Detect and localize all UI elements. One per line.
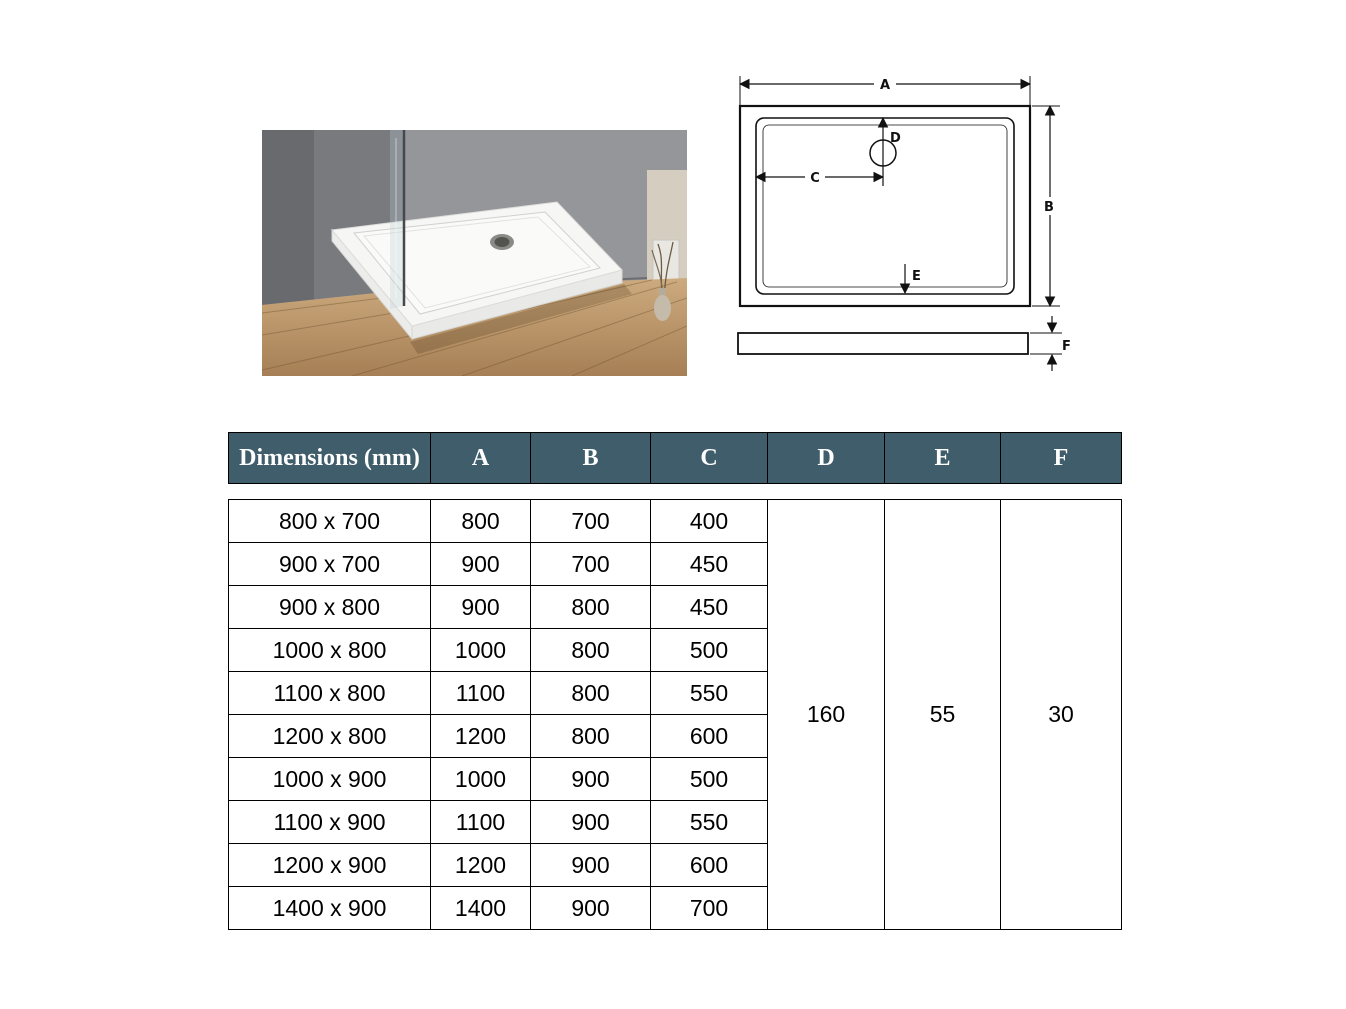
b-cell: 800 xyxy=(531,629,651,672)
dim-cell: 1000 x 900 xyxy=(229,758,431,801)
a-cell: 900 xyxy=(431,586,531,629)
dim-cell: 1200 x 800 xyxy=(229,715,431,758)
a-cell: 1100 xyxy=(431,672,531,715)
dimension-diagram xyxy=(728,64,1084,382)
c-cell: 550 xyxy=(651,672,768,715)
b-cell: 700 xyxy=(531,500,651,543)
dim-label-d: D xyxy=(890,131,901,146)
c-cell: 400 xyxy=(651,500,768,543)
c-cell: 550 xyxy=(651,801,768,844)
left-wall-shade xyxy=(262,130,314,305)
a-cell: 1000 xyxy=(431,758,531,801)
col-header-d: D xyxy=(768,433,885,484)
photo-scene xyxy=(262,130,687,376)
spec-table-body xyxy=(228,499,1122,930)
c-cell: 600 xyxy=(651,715,768,758)
b-cell: 900 xyxy=(531,844,651,887)
d-shared-cell: 160 xyxy=(768,500,885,930)
a-cell: 1200 xyxy=(431,844,531,887)
b-cell: 800 xyxy=(531,715,651,758)
col-header-c: C xyxy=(651,433,768,484)
a-cell: 1200 xyxy=(431,715,531,758)
c-cell: 450 xyxy=(651,586,768,629)
shower-tray-photo xyxy=(262,130,687,376)
glass-panel xyxy=(390,130,404,309)
dim-label-e: E xyxy=(912,269,921,284)
dim-label-a: A xyxy=(879,78,891,93)
table-row xyxy=(229,500,1122,543)
dim-cell: 1000 x 800 xyxy=(229,629,431,672)
a-cell: 1400 xyxy=(431,887,531,930)
dim-cell: 1200 x 900 xyxy=(229,844,431,887)
col-header-a: A xyxy=(431,433,531,484)
a-cell: 900 xyxy=(431,543,531,586)
header-row xyxy=(229,433,1122,484)
b-cell: 800 xyxy=(531,672,651,715)
dim-cell: 1100 x 900 xyxy=(229,801,431,844)
col-header-f: F xyxy=(1001,433,1122,484)
f-shared-cell: 30 xyxy=(1001,500,1122,930)
spec-table-header xyxy=(228,432,1122,484)
c-cell: 450 xyxy=(651,543,768,586)
top-view xyxy=(738,76,1062,371)
col-header-b: B xyxy=(531,433,651,484)
a-cell: 1100 xyxy=(431,801,531,844)
spec-table xyxy=(228,432,1121,930)
dim-label-c: C xyxy=(810,171,820,186)
b-cell: 900 xyxy=(531,887,651,930)
b-cell: 700 xyxy=(531,543,651,586)
dim-cell: 1100 x 800 xyxy=(229,672,431,715)
c-cell: 500 xyxy=(651,629,768,672)
a-cell: 1000 xyxy=(431,629,531,672)
dim-cell: 800 x 700 xyxy=(229,500,431,543)
col-header-dimensions: Dimensions (mm) xyxy=(229,433,431,484)
dim-label-f: F xyxy=(1062,339,1071,354)
diagram-svg xyxy=(728,64,1084,382)
c-cell: 700 xyxy=(651,887,768,930)
a-cell: 800 xyxy=(431,500,531,543)
dim-label-b: B xyxy=(1044,200,1054,215)
side-view xyxy=(738,333,1028,354)
c-cell: 600 xyxy=(651,844,768,887)
c-cell: 500 xyxy=(651,758,768,801)
b-cell: 900 xyxy=(531,758,651,801)
e-shared-cell: 55 xyxy=(885,500,1001,930)
dim-cell: 1400 x 900 xyxy=(229,887,431,930)
b-cell: 800 xyxy=(531,586,651,629)
dim-cell: 900 x 800 xyxy=(229,586,431,629)
dim-cell: 900 x 700 xyxy=(229,543,431,586)
col-header-e: E xyxy=(885,433,1001,484)
b-cell: 900 xyxy=(531,801,651,844)
